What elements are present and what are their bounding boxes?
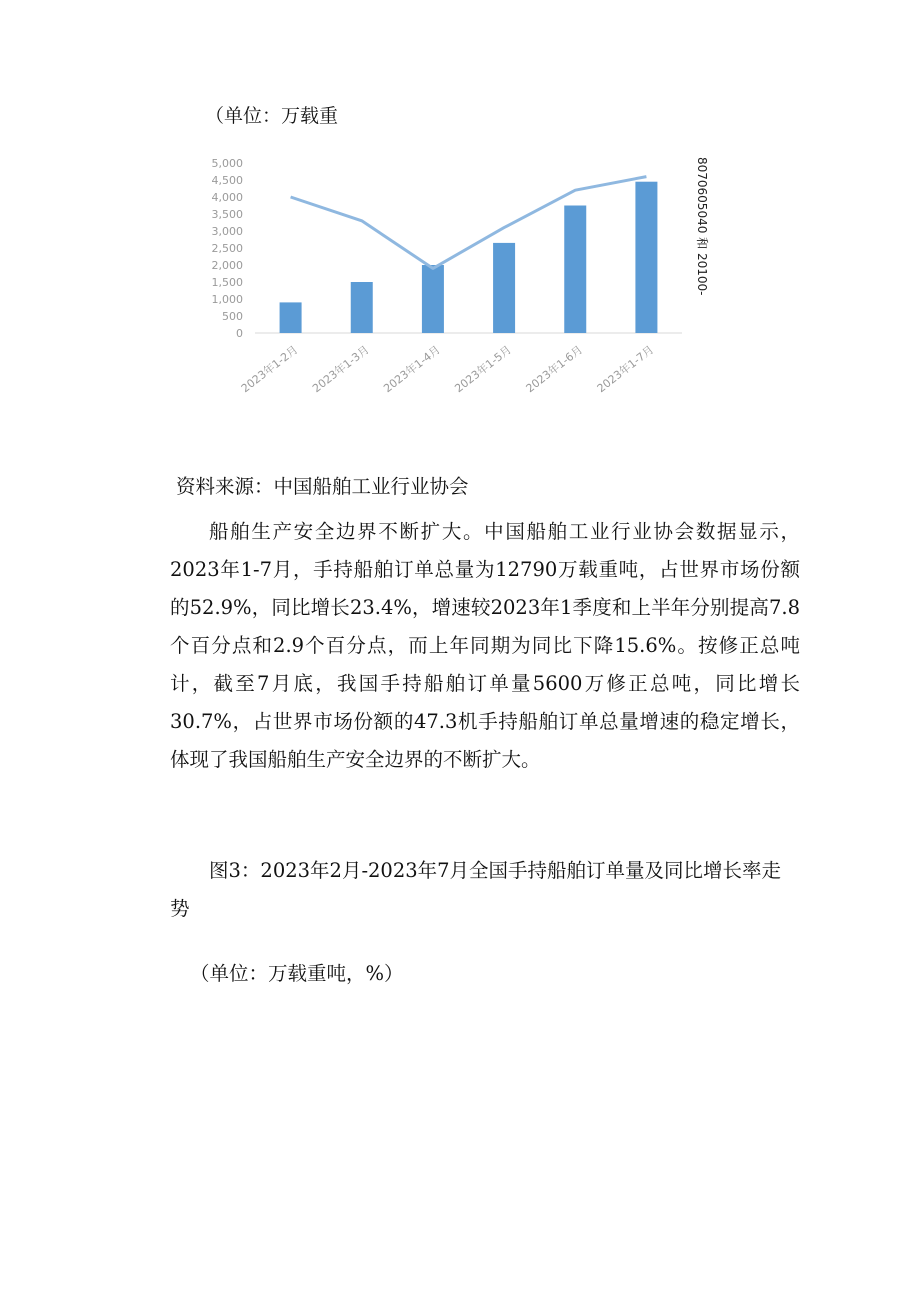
order-volume-chart: [200, 145, 725, 410]
bar: [564, 206, 586, 334]
y-tick-label: 4,500: [211, 174, 243, 187]
bar: [351, 282, 373, 333]
y-tick-label: 3,500: [211, 208, 243, 221]
bar: [422, 265, 444, 333]
x-category-label: 2023年1-3月: [310, 343, 372, 396]
x-category-label: 2023年1-6月: [523, 343, 586, 396]
y-tick-label: 1,500: [211, 276, 243, 289]
growth-rate-line: [291, 177, 647, 269]
figure-caption: 图3：2023年2月-2023年7月全国手持船舶订单量及同比增长率走势: [170, 859, 782, 920]
y-tick-label: 3,000: [211, 225, 243, 238]
y-tick-label: 2,500: [211, 242, 243, 255]
chart-svg: [200, 145, 725, 410]
data-source: 资料来源：中国船舶工业行业协会: [176, 475, 469, 498]
bar: [280, 302, 302, 333]
y-tick-label: 4,000: [211, 191, 243, 204]
y-tick-label: 0: [236, 327, 243, 340]
x-category-label: 2023年1-5月: [452, 343, 514, 396]
y-tick-label: 1,000: [211, 293, 243, 306]
x-category-label: 2023年1-2月: [238, 343, 301, 396]
y-tick-label: 2,000: [211, 259, 243, 272]
y-tick-label: 5,000: [211, 157, 243, 170]
bar: [635, 182, 657, 333]
body-paragraph: 船舶生产安全边界不断扩大。中国船舶工业行业协会数据显示，2023年1-7月，手持船舶订单总量为12790万载重吨，占世界市场份额的52.9%，同比增长23.4%，增速较2023年1季度和上半年分别提高7.8个百分点和2.9个百分点，而上年同期为同比下降15.6%。按修正总吨计，截至7月底，我国手持船舶订单量5600万修正总吨，同比增长30.7%，占世界市场份额的47.3机手持船舶订单总量增速的稳定增长，体现了我国船舶生产安全边界的不断扩大。: [170, 520, 800, 771]
chart-unit-label: （单位：万载重: [205, 105, 339, 127]
figure-unit-label: （单位：万载重吨，%）: [190, 962, 404, 985]
bar: [493, 243, 515, 333]
x-category-label: 2023年1-7月: [594, 343, 657, 396]
x-category-label: 2023年1-4月: [381, 343, 443, 396]
right-axis-label: 8070605040 和 20100-: [695, 157, 709, 296]
y-tick-label: 500: [222, 310, 243, 323]
